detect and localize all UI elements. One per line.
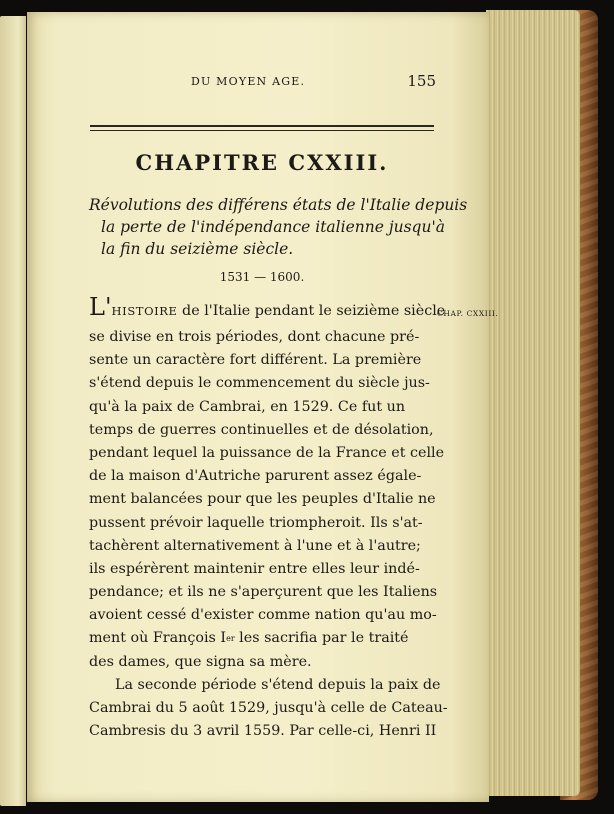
subtitle-line: Révolutions des différens états de l'Italie depuis (89, 196, 468, 214)
text-line: La seconde période s'étend depuis la paix de (115, 676, 441, 693)
text-line: tachèrent alternativement à l'une et à l'autre; (89, 537, 421, 554)
text-line: pendant lequel la puissance de la France et celle (89, 444, 445, 461)
text-line: sente un caractère fort différent. La première (89, 352, 422, 369)
text-span: ment où François I (89, 630, 227, 647)
initial-letter: L' (89, 293, 112, 321)
text-line: pussent prévoir laquelle triompheroit. Ils s'at- (89, 514, 423, 531)
text-line: qu'à la paix de Cambrai, en 1529. Ce fut un (89, 398, 406, 415)
header-rule-thick (90, 125, 434, 127)
text-line: des dames, que signa sa mère. (89, 653, 312, 670)
previous-page-edge (0, 16, 26, 806)
text-line: avoient cessé d'exister comme nation qu'au mo- (89, 607, 437, 624)
text-line: pendance; et ils ne s'aperçurent que les Italiens (89, 584, 438, 601)
page-fore-edge (486, 10, 580, 796)
text-span: les sacrifia par le traité (234, 630, 409, 647)
chapter-subtitle (89, 194, 468, 260)
smallcaps-word: HISTOIRE (111, 304, 178, 318)
text-span: de l'Italie pendant le seizième siècle (177, 303, 446, 319)
running-head: DU MOYEN AGE. (191, 75, 306, 88)
page-number: 155 (407, 72, 436, 90)
header-rule-thin (90, 130, 434, 131)
text-line: s'étend depuis le commencement du siècle jus- (89, 375, 430, 392)
text-line: ils espérèrent maintenir entre elles leur indé- (89, 560, 420, 577)
body-text (89, 293, 448, 743)
text-line (89, 293, 446, 326)
margin-note: CHAP. CXXIII. (437, 309, 499, 318)
subtitle-line: la perte de l'indépendance italienne jusqu'à (101, 218, 445, 236)
text-line (89, 627, 439, 650)
text-line: Cambrai du 5 août 1529, jusqu'à celle de Cateau- (89, 700, 448, 716)
text-line: de la maison d'Autriche parurent assez égale- (89, 468, 422, 485)
text-line: ment balancées pour que les peuples d'Italie ne (89, 491, 436, 508)
subtitle-line: la fin du seizième siècle. (101, 240, 294, 258)
text-line: se divise en trois périodes, dont chacune pré- (89, 329, 420, 345)
chapter-title: CHAPITRE CXXIII. (135, 150, 389, 175)
text-line: Cambresis du 3 avril 1559. Par celle-ci, Henri II (89, 723, 437, 740)
text-line: temps de guerres continuelles et de désolation, (89, 421, 434, 438)
book-page (27, 12, 499, 802)
superscript: er (226, 634, 235, 644)
chapter-dates: 1531 — 1600. (219, 270, 305, 284)
